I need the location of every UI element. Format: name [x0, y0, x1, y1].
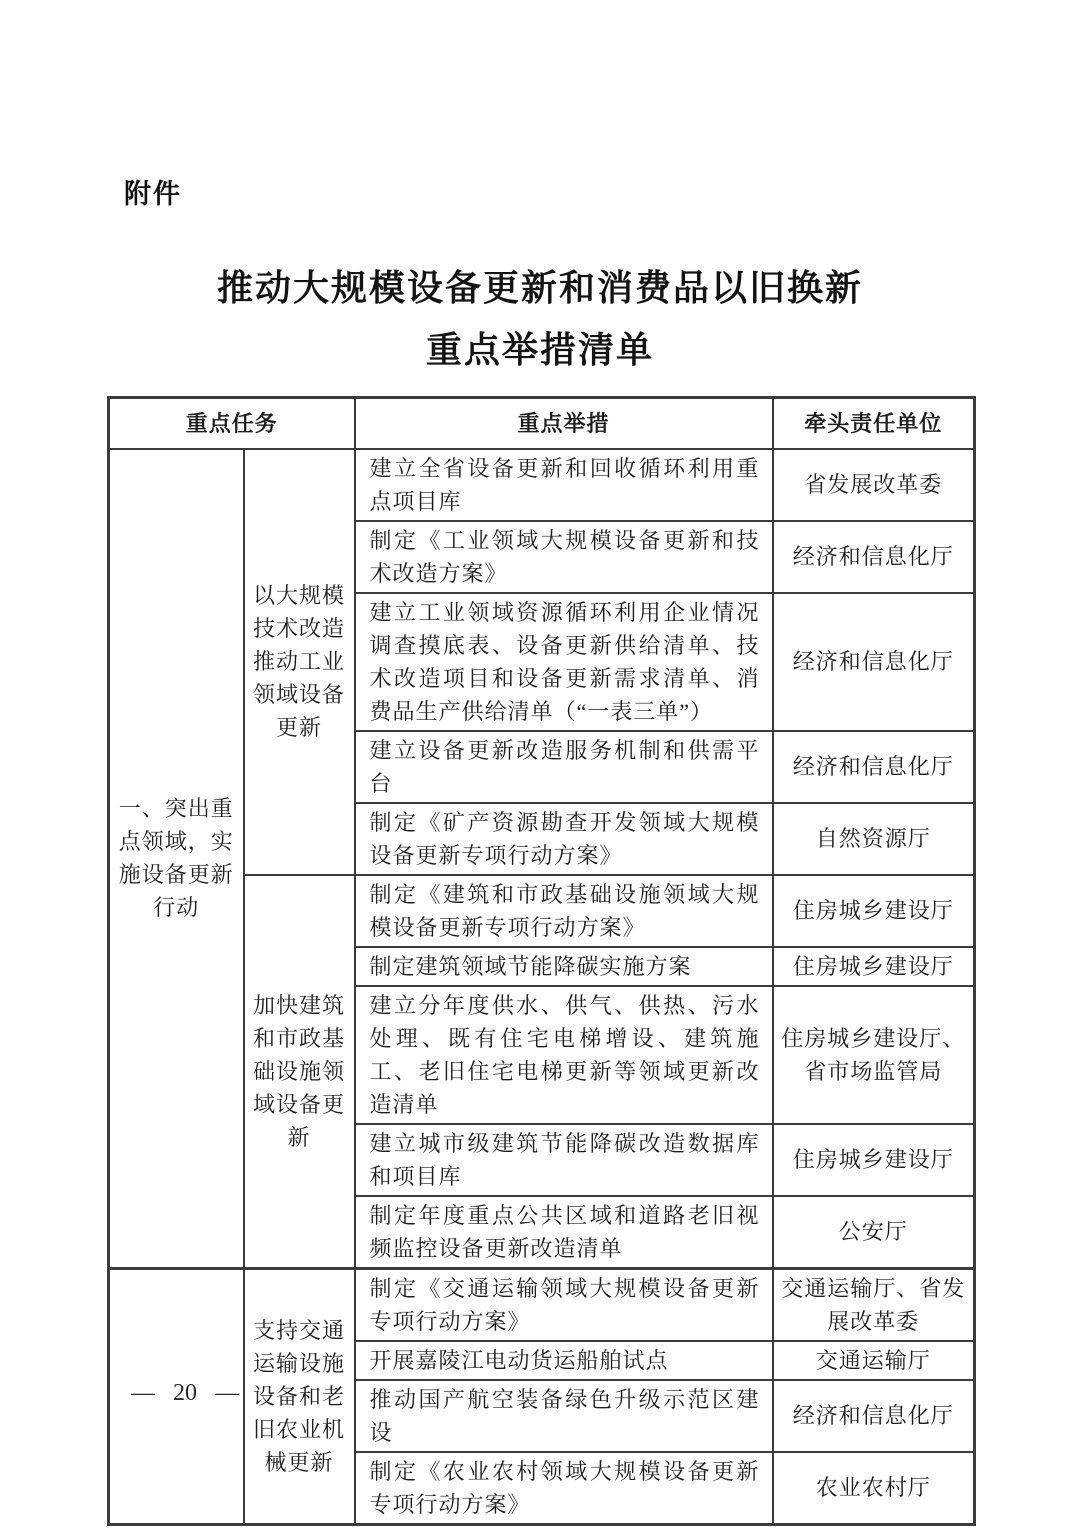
measure-cell: 建立分年度供水、供气、供热、污水处理、既有住宅电梯增设、建筑施工、老旧住宅电梯更新等领域更新改造清单 — [355, 986, 773, 1124]
measure-cell: 建立工业领域资源循环利用企业情况调查摸底表、设备更新供给清单、技术改造项目和设备更新需求清单、消费品生产供给清单（“一表三单”） — [355, 593, 773, 731]
measure-cell: 制定《建筑和市政基础设施领域大规模设备更新专项行动方案》 — [355, 875, 773, 947]
unit-cell: 公安厅 — [773, 1196, 975, 1269]
measure-cell: 推动国产航空装备绿色升级示范区建设 — [355, 1380, 773, 1452]
unit-cell: 经济和信息化厅 — [773, 593, 975, 731]
unit-cell: 农业农村厅 — [773, 1452, 975, 1525]
unit-cell: 交通运输厅 — [773, 1341, 975, 1380]
unit-cell: 省发展改革委 — [773, 449, 975, 521]
unit-cell: 自然资源厅 — [773, 803, 975, 875]
measure-cell: 建立设备更新改造服务机制和供需平台 — [355, 731, 773, 803]
unit-cell: 经济和信息化厅 — [773, 731, 975, 803]
unit-cell: 住房城乡建设厅 — [773, 947, 975, 986]
header-measure: 重点举措 — [355, 398, 773, 449]
table-row — [109, 1268, 975, 1341]
unit-cell: 交通运输厅、省发展改革委 — [773, 1268, 975, 1341]
table-row — [109, 449, 975, 521]
measure-cell: 制定年度重点公共区域和道路老旧视频监控设备更新改造清单 — [355, 1196, 773, 1269]
measure-cell: 建立城市级建筑节能降碳改造数据库和项目库 — [355, 1124, 773, 1196]
unit-cell: 住房城乡建设厅、省市场监管局 — [773, 986, 975, 1124]
unit-cell: 经济和信息化厅 — [773, 521, 975, 593]
document-title-line1: 推动大规模设备更新和消费品以旧换新 — [216, 268, 863, 308]
task-subgroup-cell: 以大规模技术改造推动工业领域设备更新 — [244, 449, 355, 875]
measure-cell: 制定《矿产资源勘查开发领域大规模设备更新专项行动方案》 — [355, 803, 773, 875]
unit-cell: 住房城乡建设厅 — [773, 1124, 975, 1196]
measure-cell: 制定建筑领域节能降碳实施方案 — [355, 947, 773, 986]
unit-cell: 住房城乡建设厅 — [773, 875, 975, 947]
measure-cell: 建立全省设备更新和回收循环利用重点项目库 — [355, 449, 773, 521]
task-subgroup-cell: 加快建筑和市政基础设施领域设备更新 — [244, 875, 355, 1269]
unit-cell: 经济和信息化厅 — [773, 1380, 975, 1452]
task-subgroup-cell: 支持交通运输设施设备和老旧农业机械更新 — [244, 1268, 355, 1524]
task-group-cell: 一、突出重点领域，实施设备更新行动 — [109, 449, 244, 1269]
document-title-line2: 重点举措清单 — [425, 330, 654, 370]
header-task: 重点任务 — [109, 398, 355, 449]
header-unit: 牵头责任单位 — [773, 398, 975, 449]
measures-table — [107, 396, 976, 1526]
page-number: — 20 — — [131, 1380, 239, 1406]
attachment-label: 附件 — [124, 179, 182, 209]
measure-cell: 制定《工业领域大规模设备更新和技术改造方案》 — [355, 521, 773, 593]
measure-cell: 制定《交通运输领域大规模设备更新专项行动方案》 — [355, 1268, 773, 1341]
measure-cell: 开展嘉陵江电动货运船舶试点 — [355, 1341, 773, 1380]
measure-cell: 制定《农业农村领域大规模设备更新专项行动方案》 — [355, 1452, 773, 1525]
table-header-row — [109, 398, 975, 449]
